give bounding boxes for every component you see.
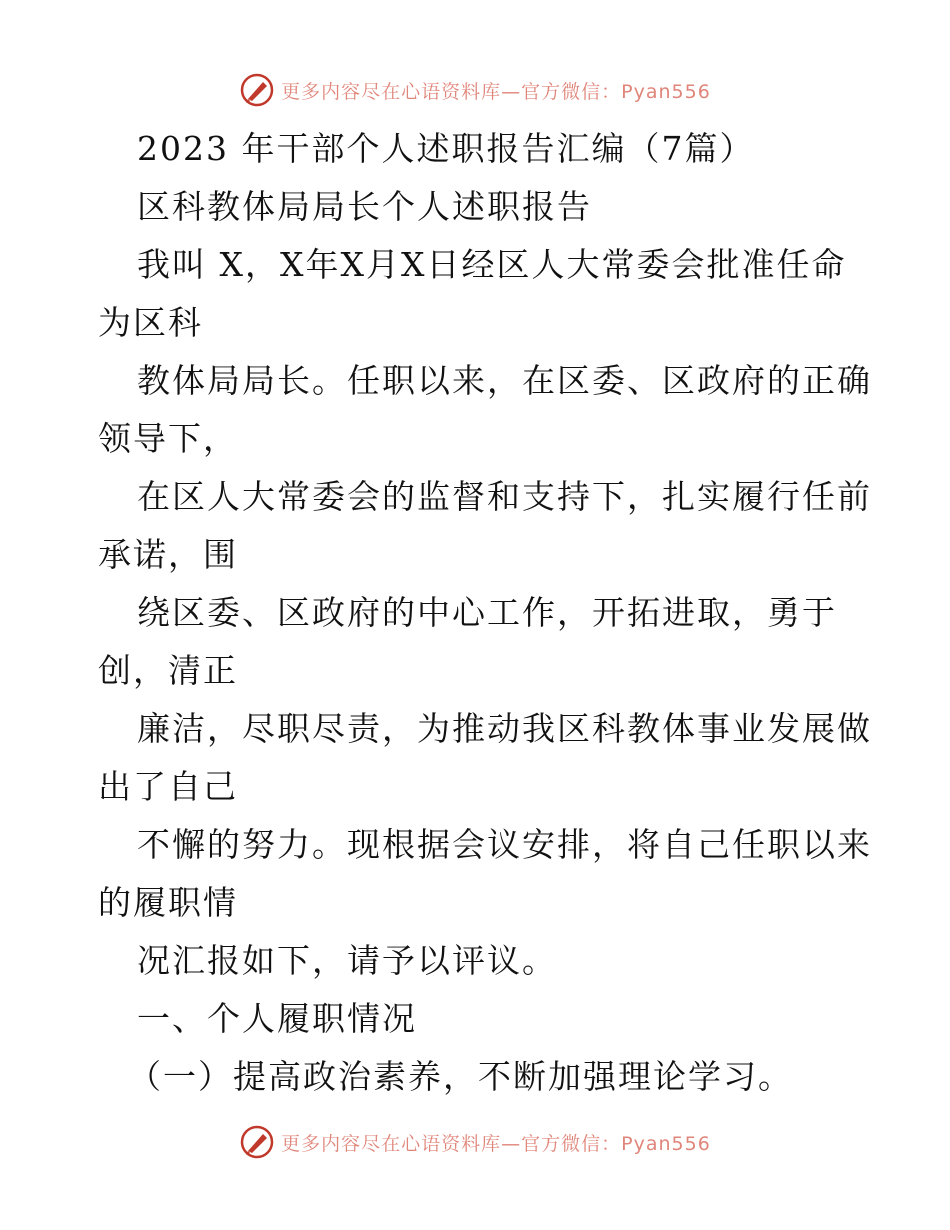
text-line: 出了自己	[98, 767, 238, 806]
text-line: 承诺，围	[98, 535, 238, 574]
watermark-text: 更多内容尽在心语资料库—官方微信：Pyan556	[281, 1132, 711, 1155]
text-line: 廉洁，尽职尽责，为推动我区科教体事业发展做	[137, 709, 872, 748]
text-line: 创，清正	[98, 651, 238, 690]
text-line: 领导下，	[98, 419, 238, 458]
text-line: 为区科	[98, 303, 203, 342]
document-body	[98, 120, 872, 1106]
text-line: 绕区委、区政府的中心工作，开拓进取，勇于	[137, 593, 837, 632]
watermark-text: 更多内容尽在心语资料库—官方微信：Pyan556	[281, 80, 711, 103]
header-watermark	[0, 70, 950, 110]
text-line: 2023 年干部个人述职报告汇编（7篇）	[137, 129, 755, 168]
text-line: 况汇报如下，请予以评议。	[137, 941, 557, 980]
text-line: （一）提高政治素养，不断加强理论学习。	[128, 1057, 793, 1096]
pen-logo-icon	[239, 1124, 275, 1160]
text-line: 区科教体局局长个人述职报告	[137, 187, 592, 226]
text-line: 不懈的努力。现根据会议安排，将自己任职以来	[137, 825, 872, 864]
text-line: 一、个人履职情况	[137, 999, 417, 1038]
text-line: 的履职情	[98, 883, 238, 922]
pen-logo-icon	[239, 72, 275, 108]
text-line: 我叫 X，X年X月X日经区人大常委会批准任命	[137, 245, 847, 284]
text-line: 教体局局长。任职以来，在区委、区政府的正确	[137, 361, 872, 400]
footer-watermark	[0, 1122, 950, 1162]
text-line: 在区人大常委会的监督和支持下，扎实履行任前	[137, 477, 872, 516]
